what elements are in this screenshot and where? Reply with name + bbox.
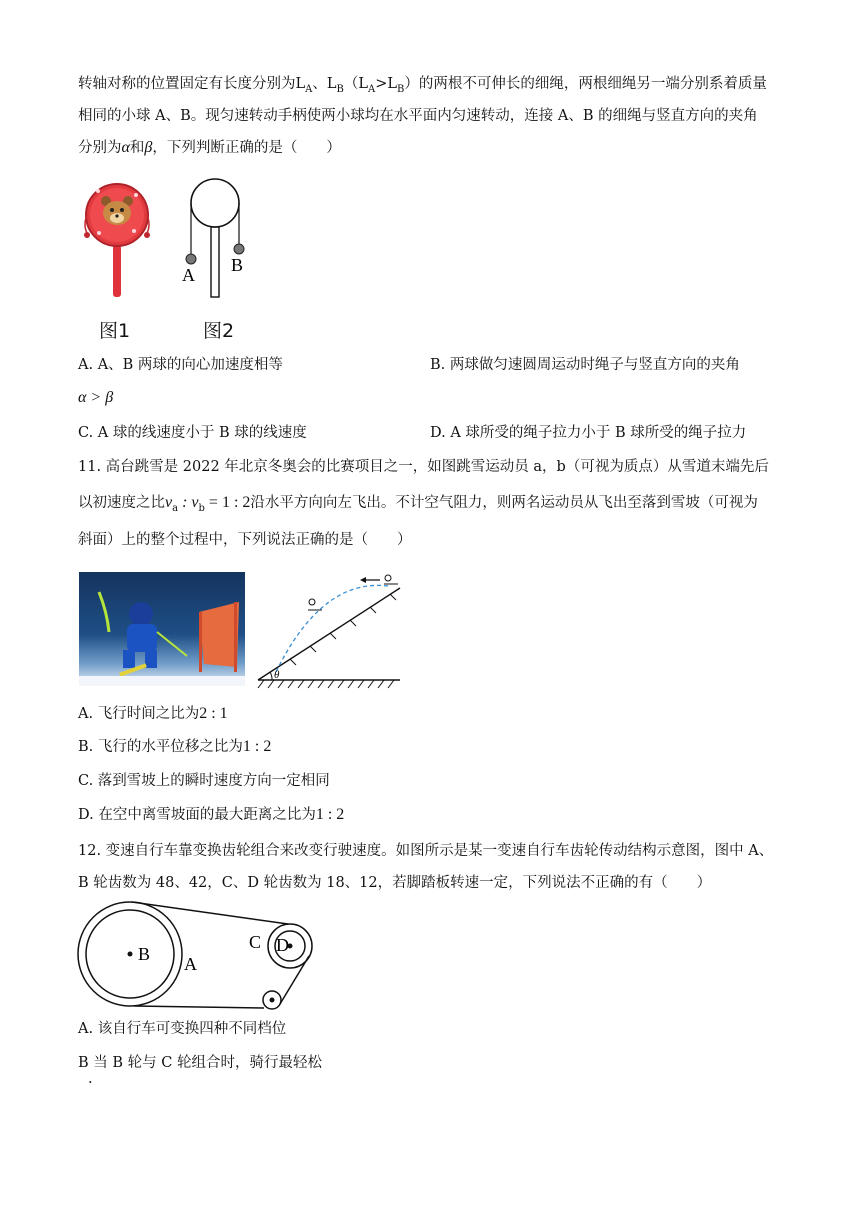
label-ball-a: A [182,265,195,285]
q11-option-a: A. 飞行时间之比为2 : 1 [78,705,228,722]
q12-option-b: B 当 B 轮与 C 轮组合时，骑行最轻松 [78,1055,322,1071]
q10-stem-line-2: 相同的小球 A、B。现匀速转动手柄使两小球均在水平面内匀速转动，连接 A、B 的细绳与竖直方向的夹角 [78,108,758,124]
q11-stem-line-1: 11. 高台跳雪是 2022 年北京冬奥会的比赛项目之一，如图跳雪运动员 a，b（可视为质点）从雪道末端先后 [78,459,769,475]
q11-stem-line-3: 斜面）上的整个过程中，下列说法正确的是（ ） [78,532,412,548]
figure-1-rattle-drum [80,175,160,300]
q11-option-b: B. 飞行的水平位移之比为1 : 2 [78,738,272,755]
q10-option-d: D. A 球所受的绳子拉力小于 B 球所受的绳子拉力 [430,425,747,441]
label-gear-d: D [276,935,289,955]
q12-stem-line-2: B 轮齿数为 48、42，C、D 轮齿数为 18、12，若脚踏板转速一定，下列说法不正确的有（ ） [78,875,712,891]
q11-stem-line-2: 以初速度之比$v_a$ : $v_b = 1$ : 2沿水平方向向左飞出。不计空气阻力，则两名运动员从飞出至落到雪坡（可视为 [78,494,758,514]
gear-diagram [76,898,322,1016]
figure-1-caption: 图1 [99,320,131,342]
q11-option-d: D. 在空中离雪坡面的最大距离之比为1 : 2 [78,806,345,823]
q10-stem-line-3: 分别为α和β，下列判断正确的是（ ） [78,139,341,156]
stray-dot: . [88,1071,93,1087]
q12-option-a: A. 该自行车可变换四种不同档位 [78,1021,287,1037]
ski-jumper-photo [79,572,245,686]
q10-option-a: A. A、B 两球的向心加速度相等 [78,357,283,373]
label-gear-a: A [184,954,197,974]
figure-2-caption: 图2 [203,320,235,342]
label-gear-c: C [249,932,262,952]
label-ball-b: B [231,255,244,275]
q12-stem-line-1: 12. 变速自行车靠变换齿轮组合来改变行驶速度。如图所示是某一变速自行车齿轮传动结构示意图，图中 A、 [78,843,774,859]
theta-label: θ [274,669,280,681]
label-gear-b: B [138,944,151,964]
q10-stem-line-1: 转轴对称的位置固定有长度分别为$L_A$、$L_B(L_A>L_B)$的两根不可伸长的细绳，两根细绳另一端分别系着质量 [78,76,767,95]
ski-slope-diagram [252,568,408,690]
q10-option-b-math: α > β [78,389,114,406]
q10-option-b: B. 两球做匀速圆周运动时绳子与竖直方向的夹角 [430,357,740,373]
q11-option-c: C. 落到雪坡上的瞬时速度方向一定相同 [78,773,330,789]
figure-2-schematic [170,175,260,300]
q10-option-c: C. A 球的线速度小于 B 球的线速度 [78,425,307,441]
